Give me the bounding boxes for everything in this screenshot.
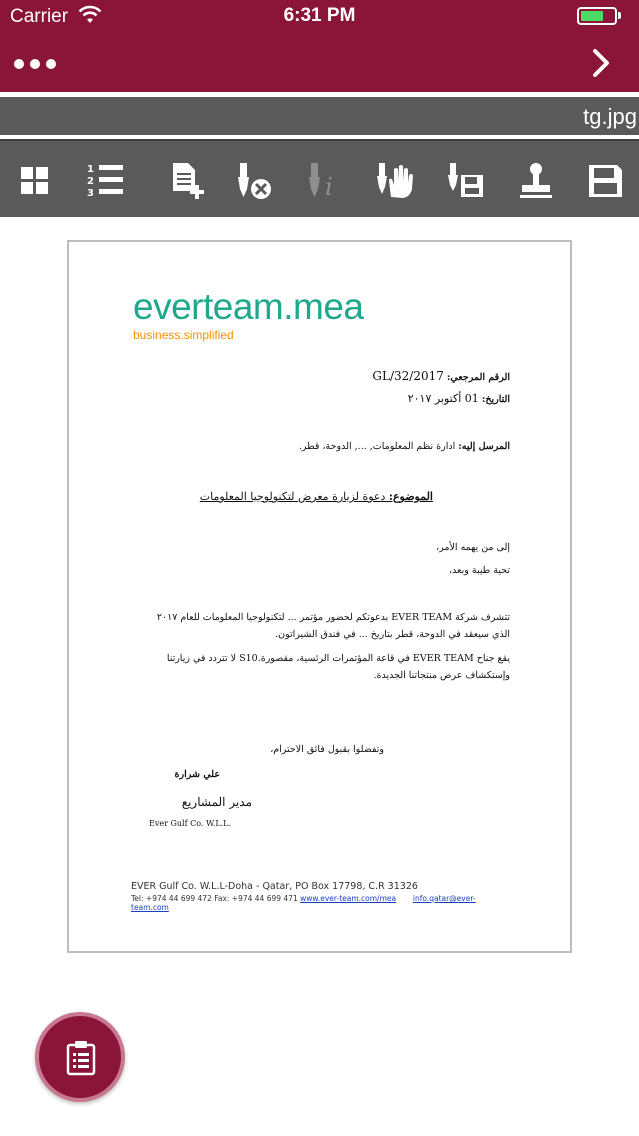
footer-email-link[interactable]: info.qatar@ever- — [412, 894, 476, 903]
grid-view-tool[interactable] — [15, 161, 55, 201]
stamp-tool[interactable] — [516, 161, 556, 201]
signer-name: علي شرارة — [174, 769, 220, 780]
status-bar — [0, 0, 639, 34]
recipient-label: المرسل إليه: — [458, 441, 510, 452]
page-list-tool[interactable] — [85, 161, 125, 201]
clipboard-button[interactable] — [35, 1012, 125, 1102]
toolbar — [0, 139, 639, 217]
subject-label: الموضوع: — [388, 490, 433, 503]
grid-icon — [15, 161, 55, 201]
stamp-icon — [516, 161, 556, 201]
carrier-label: Carrier — [10, 6, 69, 27]
svg-text:2: 2 — [87, 176, 94, 187]
signature-info-tool[interactable] — [305, 161, 345, 201]
date-label: التاريخ: — [481, 394, 510, 405]
paragraph-1-line-1: تتشرف شركة EVER TEAM بدعوتكم لحضور مؤتمر ... لتكنولوجيا المعلومات للعام ٢٠١٧ — [156, 612, 510, 623]
chevron-right-icon — [586, 46, 616, 80]
battery-tip — [618, 12, 621, 19]
pen-delete-icon — [234, 161, 274, 201]
footer-website-link[interactable]: www.ever-team.com/mea — [300, 894, 397, 903]
footer-email-link-cont[interactable]: team.com — [131, 903, 169, 912]
closing-line: وتفضلوا بقبول فائق الاحترام، — [270, 744, 384, 755]
paragraph-2-line-2: وإستكشاف عرض منتجاتنا الجديدة. — [373, 670, 510, 681]
svg-text:3: 3 — [87, 188, 94, 199]
greeting-line-2: تحية طيبة وبعد، — [448, 565, 510, 576]
next-button[interactable] — [586, 46, 616, 80]
battery-icon — [577, 7, 617, 25]
add-page-tool[interactable] — [168, 161, 208, 201]
recipient-line — [299, 441, 510, 452]
company-logo: everteam.mea — [133, 286, 364, 327]
clock-time: 6:31 PM — [283, 5, 356, 26]
hand-sign-tool[interactable] — [375, 161, 415, 201]
footer-contacts — [131, 894, 476, 903]
battery-level — [581, 11, 603, 21]
footer-phone: Tel: +974 44 699 472 Fax: +974 44 699 471 — [131, 894, 298, 903]
file-name-bar — [0, 97, 639, 135]
clipboard-icon — [65, 1040, 97, 1076]
subject-line — [200, 490, 433, 503]
footer-address: EVER Gulf Co. W.L.L-Doha - Qatar, PO Box 17798, C.R 31326 — [131, 881, 418, 892]
file-name: tg.jpg — [583, 104, 637, 129]
numbered-list-icon — [85, 161, 125, 201]
subject-value: دعوة لزيارة معرض لتكنولوجيا المعلومات — [199, 490, 386, 503]
save-signed-tool[interactable] — [445, 161, 485, 201]
save-tool[interactable] — [585, 161, 625, 201]
remove-signature-tool[interactable] — [234, 161, 274, 201]
navigation-bar — [0, 34, 639, 92]
signer-title: مدير المشاريع — [181, 795, 252, 809]
company-name: Ever Gulf Co. W.L.L. — [149, 819, 232, 828]
add-document-icon — [168, 161, 208, 201]
document-save-icon — [445, 161, 485, 201]
svg-text:i: i — [325, 173, 333, 201]
pen-info-icon — [305, 161, 345, 201]
more-icon — [14, 59, 24, 69]
more-options-button[interactable] — [14, 52, 60, 74]
reference-value: GL/32/2017 — [372, 369, 444, 383]
company-tagline: business.simplified — [133, 328, 234, 342]
more-icon — [30, 59, 40, 69]
reference-line — [372, 369, 510, 383]
paragraph-2-line-1: يقع جناح EVER TEAM في قاعة المؤتمرات الرئسية، مقصورة.S10 لا تتردد في زيارتنا — [166, 653, 510, 664]
floppy-disk-icon — [585, 161, 625, 201]
date-value: 01 أكتوبر ٢٠١٧ — [407, 392, 479, 405]
recipient-value: ادارة نظم المعلومات, ..., الدوحة، قطر. — [298, 441, 456, 452]
greeting-line-1: إلى من يهمه الأمر، — [436, 542, 510, 553]
reference-label: الرقم المرجعي: — [446, 372, 510, 383]
paragraph-1-line-2: الذي سيعقد في الدوحة، قطر بتاريخ ... في فندق الشيراتون. — [275, 629, 510, 640]
date-line — [408, 392, 510, 405]
more-icon — [46, 59, 56, 69]
document-page[interactable] — [67, 240, 572, 953]
svg-text:1: 1 — [87, 164, 94, 175]
hand-pen-icon — [375, 161, 415, 201]
